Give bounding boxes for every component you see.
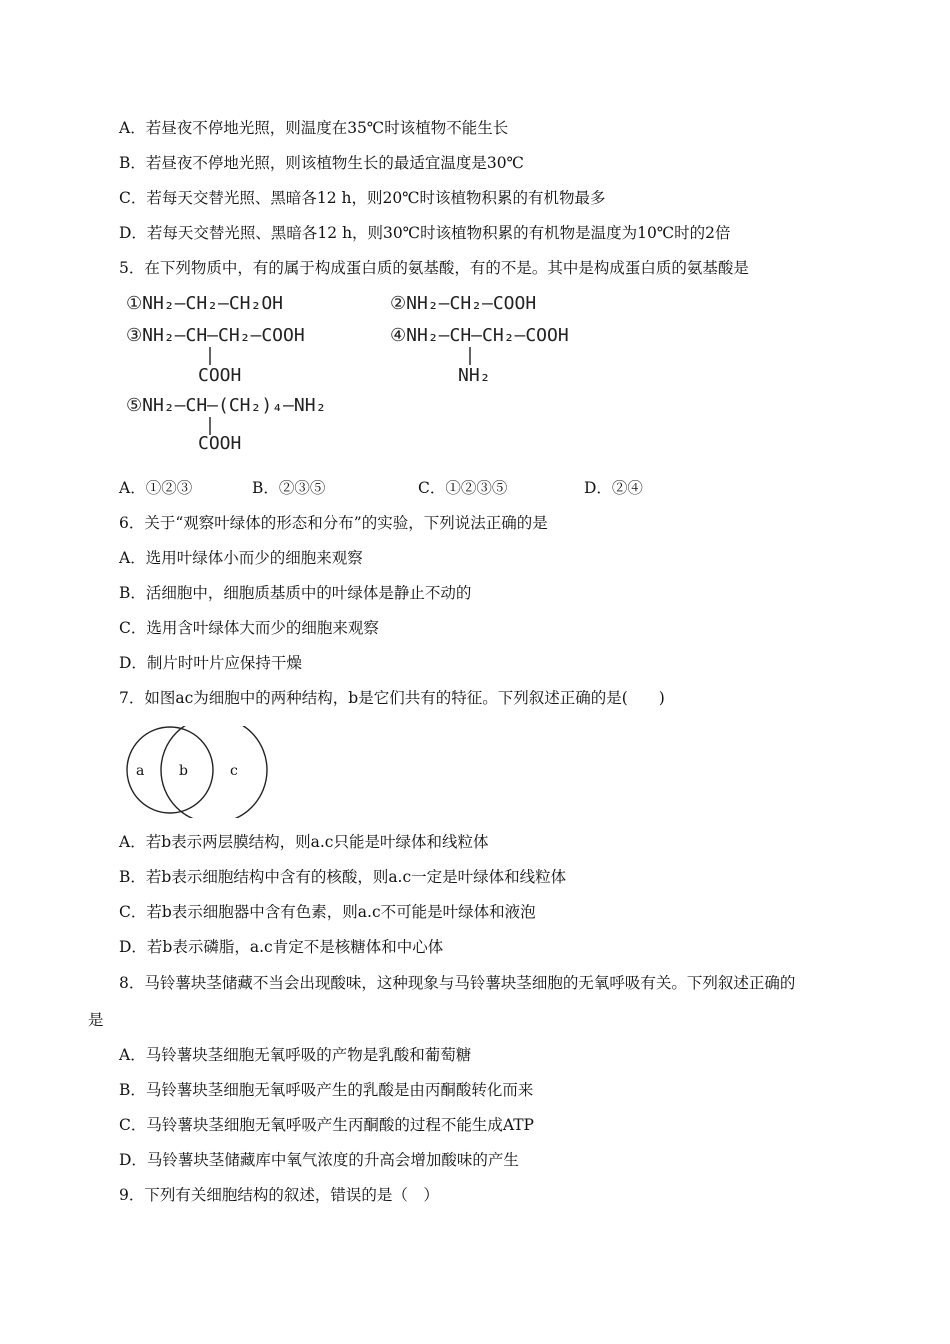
structure-1-formula: ①NH₂—CH₂—CH₂OH <box>126 293 284 314</box>
q6-stem: 6．关于“观察叶绿体的形态和分布”的实验，下列说法正确的是 <box>119 514 548 532</box>
q6-option-a: A．选用叶绿体小而少的细胞来观察 <box>119 549 363 567</box>
q5-option-a: A．①②③ <box>119 479 193 497</box>
q7-option-a: A．若b表示两层膜结构，则a.c只能是叶绿体和线粒体 <box>119 833 489 851</box>
structure-4 <box>390 325 569 386</box>
structure-2 <box>390 293 536 314</box>
q8-option-d: D．马铃薯块茎储藏库中氧气浓度的升高会增加酸味的产生 <box>119 1151 519 1169</box>
q4-option-d: D．若每天交替光照、黑暗各12 h，则30℃时该植物积累的有机物是温度为10℃时的2倍 <box>119 224 731 242</box>
structure-5-branch: COOH <box>198 433 242 454</box>
structure-5-main: ⑤NH₂—CH—(CH₂)₄—NH₂ <box>126 395 327 416</box>
venn-label-b: b <box>179 763 188 779</box>
q7-stem: 7．如图ac为细胞中的两种结构，b是它们共有的特征。下列叙述正确的是( ) <box>119 689 665 707</box>
q4-option-c: C．若每天交替光照、黑暗各12 h，则20℃时该植物积累的有机物最多 <box>119 189 606 207</box>
q8-option-c: C．马铃薯块茎细胞无氧呼吸产生丙酮酸的过程不能生成ATP <box>119 1116 534 1134</box>
q5-option-d: D．②④ <box>584 479 643 497</box>
q6-option-b: B．活细胞中，细胞质基质中的叶绿体是静止不动的 <box>119 584 472 602</box>
q5-option-b: B．②③⑤ <box>252 479 326 497</box>
q7-venn-diagram <box>118 726 278 818</box>
q5-option-c: C．①②③⑤ <box>418 479 508 497</box>
q8-option-a: A．马铃薯块茎细胞无氧呼吸的产物是乳酸和葡萄糖 <box>119 1046 472 1064</box>
structure-1 <box>126 293 283 314</box>
q9-stem: 9．下列有关细胞结构的叙述，错误的是（ ） <box>119 1186 439 1204</box>
structure-3-branch: COOH <box>198 365 242 386</box>
structure-5 <box>126 395 326 454</box>
q7-option-b: B．若b表示细胞结构中含有的核酸，则a.c一定是叶绿体和线粒体 <box>119 868 567 886</box>
q8-option-b: B．马铃薯块茎细胞无氧呼吸产生的乳酸是由丙酮酸转化而来 <box>119 1081 534 1099</box>
q5-stem: 5．在下列物质中，有的属于构成蛋白质的氨基酸，有的不是。其中是构成蛋白质的氨基酸是 <box>119 259 749 277</box>
q7-option-d: D．若b表示磷脂，a.c肯定不是核糖体和中心体 <box>119 938 444 956</box>
venn-circle-right <box>161 726 267 818</box>
structure-2-formula: ②NH₂—CH₂—COOH <box>390 293 537 314</box>
venn-label-c: c <box>230 763 238 779</box>
structure-4-main: ④NH₂—CH—CH₂—COOH <box>390 325 569 346</box>
q7-option-c: C．若b表示细胞器中含有色素，则a.c不可能是叶绿体和液泡 <box>119 903 536 921</box>
q8-stem-line-2: 是 <box>88 1011 104 1029</box>
structure-3 <box>126 325 305 386</box>
q8-stem-line-1: 8．马铃薯块茎储藏不当会出现酸味，这种现象与马铃薯块茎细胞的无氧呼吸有关。下列叙述正确的 <box>119 974 796 992</box>
structure-4-branch: NH₂ <box>458 365 491 386</box>
q6-option-d: D．制片时叶片应保持干燥 <box>119 654 302 672</box>
q6-option-c: C．选用含叶绿体大而少的细胞来观察 <box>119 619 379 637</box>
structure-3-main: ③NH₂—CH—CH₂—COOH <box>126 325 305 346</box>
q4-option-b: B．若昼夜不停地光照，则该植物生长的最适宜温度是30℃ <box>119 154 524 172</box>
q5-structures-figure <box>118 285 638 455</box>
q4-option-a: A．若昼夜不停地光照，则温度在35℃时该植物不能生长 <box>119 119 509 137</box>
venn-label-a: a <box>136 763 145 779</box>
